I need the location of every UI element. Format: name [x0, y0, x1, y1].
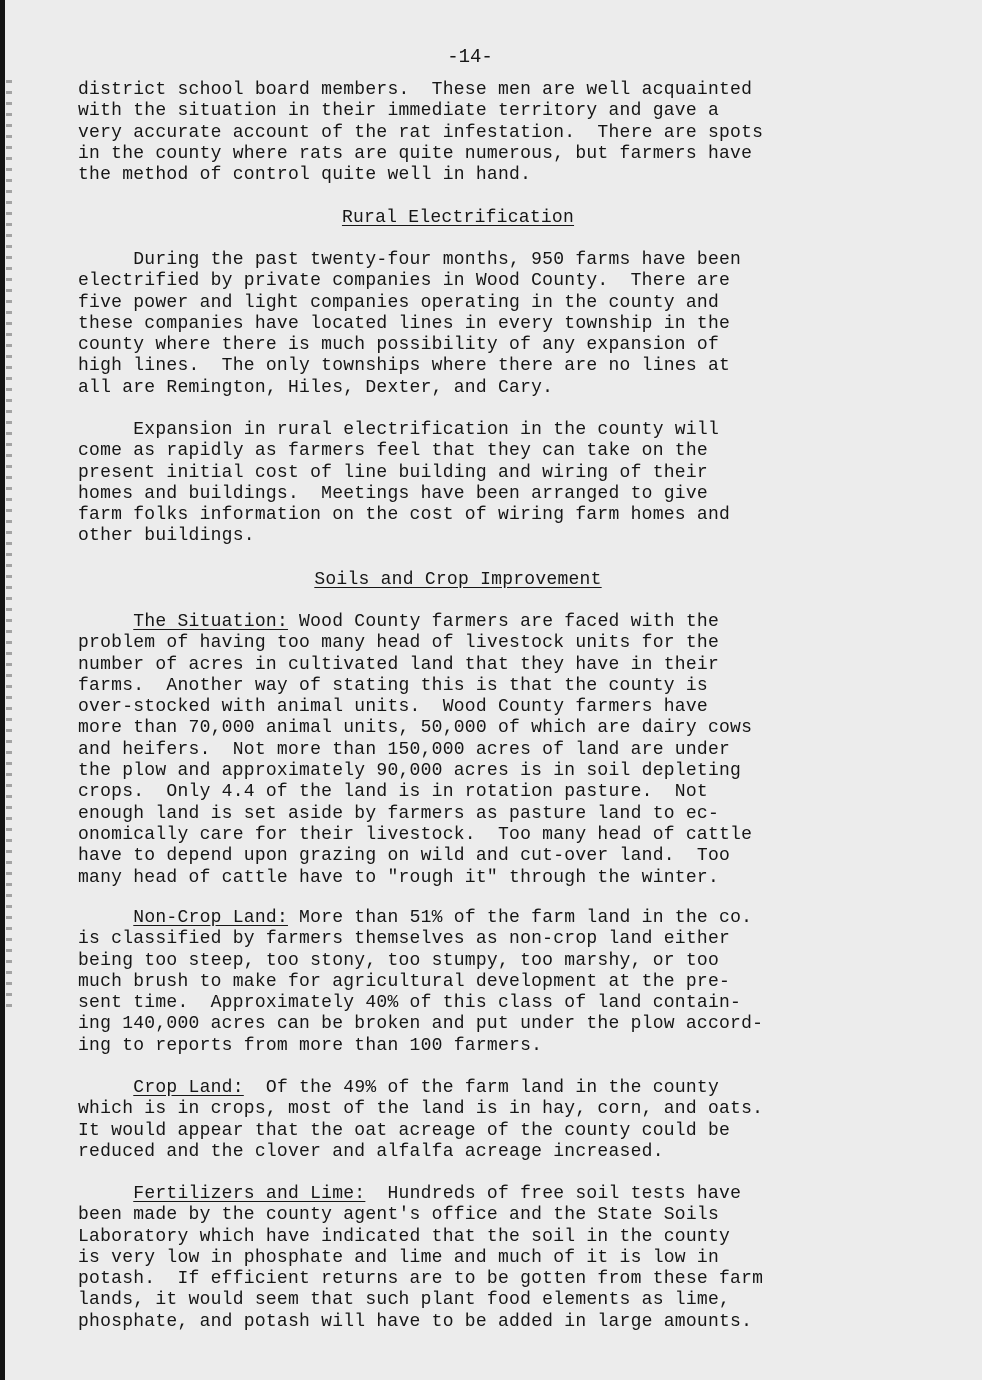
text-line: district school board members. These men are well acquainted	[78, 80, 753, 100]
text-line: been made by the county agent's office and the State Soils	[78, 1205, 720, 1226]
text-line: these companies have located lines in every township in the	[78, 313, 731, 334]
text-line: county where there is much possibility of any expansion of	[78, 335, 720, 356]
text-line: enough land is set aside by farmers as pasture land to ec-	[78, 803, 720, 824]
text-line: crops. Only 4.4 of the land is in rotation pasture. Not	[78, 782, 708, 803]
heading-rural-electrification: Rural Electrification	[341, 208, 575, 228]
paragraph-crop-land	[78, 1078, 898, 1163]
text-line: being too steep, too stony, too stumpy, too marshy, or too	[78, 950, 720, 971]
line-text: Wood County farmers are faced with the	[288, 612, 720, 632]
text-line: onomically care for their livestock. Too many head of cattle	[78, 824, 753, 845]
text-line: the method of control quite well in hand.	[78, 165, 532, 186]
line-text: Hundreds of free soil tests have	[365, 1184, 742, 1204]
paragraph-rural-1	[78, 250, 898, 399]
text-line: ing to reports from more than 100 farmers.	[78, 1035, 543, 1056]
binding-marks	[6, 80, 12, 1010]
text-line: which is in crops, most of the land is in hay, corn, and oats.	[78, 1099, 764, 1120]
text-line: farm folks information on the cost of wiring farm homes and	[78, 505, 731, 526]
text-line: and heifers. Not more than 150,000 acres of land are under	[78, 739, 731, 760]
text-line: with the situation in their immediate territory and gave a	[78, 101, 720, 122]
page-binding-edge	[0, 0, 5, 1380]
line-text: Of the 49% of the farm land in the county	[243, 1078, 720, 1098]
text-line: ing 140,000 acres can be broken and put under the plow accord-	[78, 1014, 764, 1035]
text-line	[78, 612, 898, 633]
text-line: over-stocked with animal units. Wood County farmers have	[78, 697, 708, 718]
text-line: all are Remington, Hiles, Dexter, and Cary.	[78, 377, 554, 398]
label-crop-land: Crop Land:	[133, 1078, 244, 1098]
text-line: is classified by farmers themselves as non-crop land either	[78, 929, 731, 950]
text-line: have to depend upon grazing on wild and cut-over land. Too	[78, 846, 731, 867]
text-line: other buildings.	[78, 526, 255, 547]
text-line: sent time. Approximately 40% of this class of land contain-	[78, 993, 742, 1014]
text-line: many head of cattle have to "rough it" through the winter.	[78, 867, 720, 888]
text-line: lands, it would seem that such plant food elements as lime,	[78, 1290, 731, 1311]
text-line: potash. If efficient returns are to be gotten from these farm	[78, 1269, 764, 1290]
paragraph-rats	[78, 80, 898, 186]
text-line: in the county where rats are quite numerous, but farmers have	[78, 143, 753, 164]
heading-soils-crop-improvement: Soils and Crop Improvement	[314, 570, 602, 590]
paragraph-fertilizers-and-lime	[78, 1184, 898, 1333]
text-line: is very low in phosphate and lime and much of it is low in	[78, 1247, 720, 1268]
paragraph-situation	[78, 612, 898, 889]
text-line: much brush to make for agricultural development at the pre-	[78, 971, 731, 992]
label-non-crop-land: Non-Crop Land:	[133, 908, 288, 928]
text-line: come as rapidly as farmers feel that they can take on the	[78, 441, 708, 462]
text-line: problem of having too many head of livestock units for the	[78, 633, 720, 654]
text-line: electrified by private companies in Wood County. There are	[78, 271, 731, 292]
text-line: more than 70,000 animal units, 50,000 of which are dairy cows	[78, 718, 753, 739]
text-line: very accurate account of the rat infestation. There are spots	[78, 122, 764, 143]
paragraph-non-crop-land	[78, 908, 898, 1057]
label-fertilizers-and-lime: Fertilizers and Lime:	[133, 1184, 366, 1204]
text-line: five power and light companies operating in the county and	[78, 292, 720, 313]
text-line: number of acres in cultivated land that they have in their	[78, 654, 720, 675]
text-line: farms. Another way of stating this is that the county is	[78, 675, 708, 696]
text-line: It would appear that the oat acreage of the county could be	[78, 1120, 731, 1141]
text-line: Expansion in rural electrification in the county will	[78, 420, 720, 440]
paragraph-rural-2	[78, 420, 898, 548]
text-line: reduced and the clover and alfalfa acreage increased.	[78, 1141, 664, 1162]
text-line: Laboratory which have indicated that the soil in the county	[78, 1226, 731, 1247]
line-text: More than 51% of the farm land in the co.	[288, 908, 753, 928]
text-line	[78, 908, 898, 929]
text-line: high lines. The only townships where there are no lines at	[78, 356, 731, 377]
text-line: phosphate, and potash will have to be added in large amounts.	[78, 1311, 753, 1332]
text-line	[78, 1078, 898, 1099]
text-line: homes and buildings. Meetings have been arranged to give	[78, 483, 708, 504]
page-number: -14-	[447, 46, 493, 68]
label-the-situation: The Situation:	[133, 612, 288, 632]
text-line: During the past twenty-four months, 950 farms have been	[78, 250, 742, 270]
text-line	[78, 1184, 898, 1205]
text-line: the plow and approximately 90,000 acres is in soil depleting	[78, 761, 742, 782]
text-line: present initial cost of line building and wiring of their	[78, 462, 708, 483]
